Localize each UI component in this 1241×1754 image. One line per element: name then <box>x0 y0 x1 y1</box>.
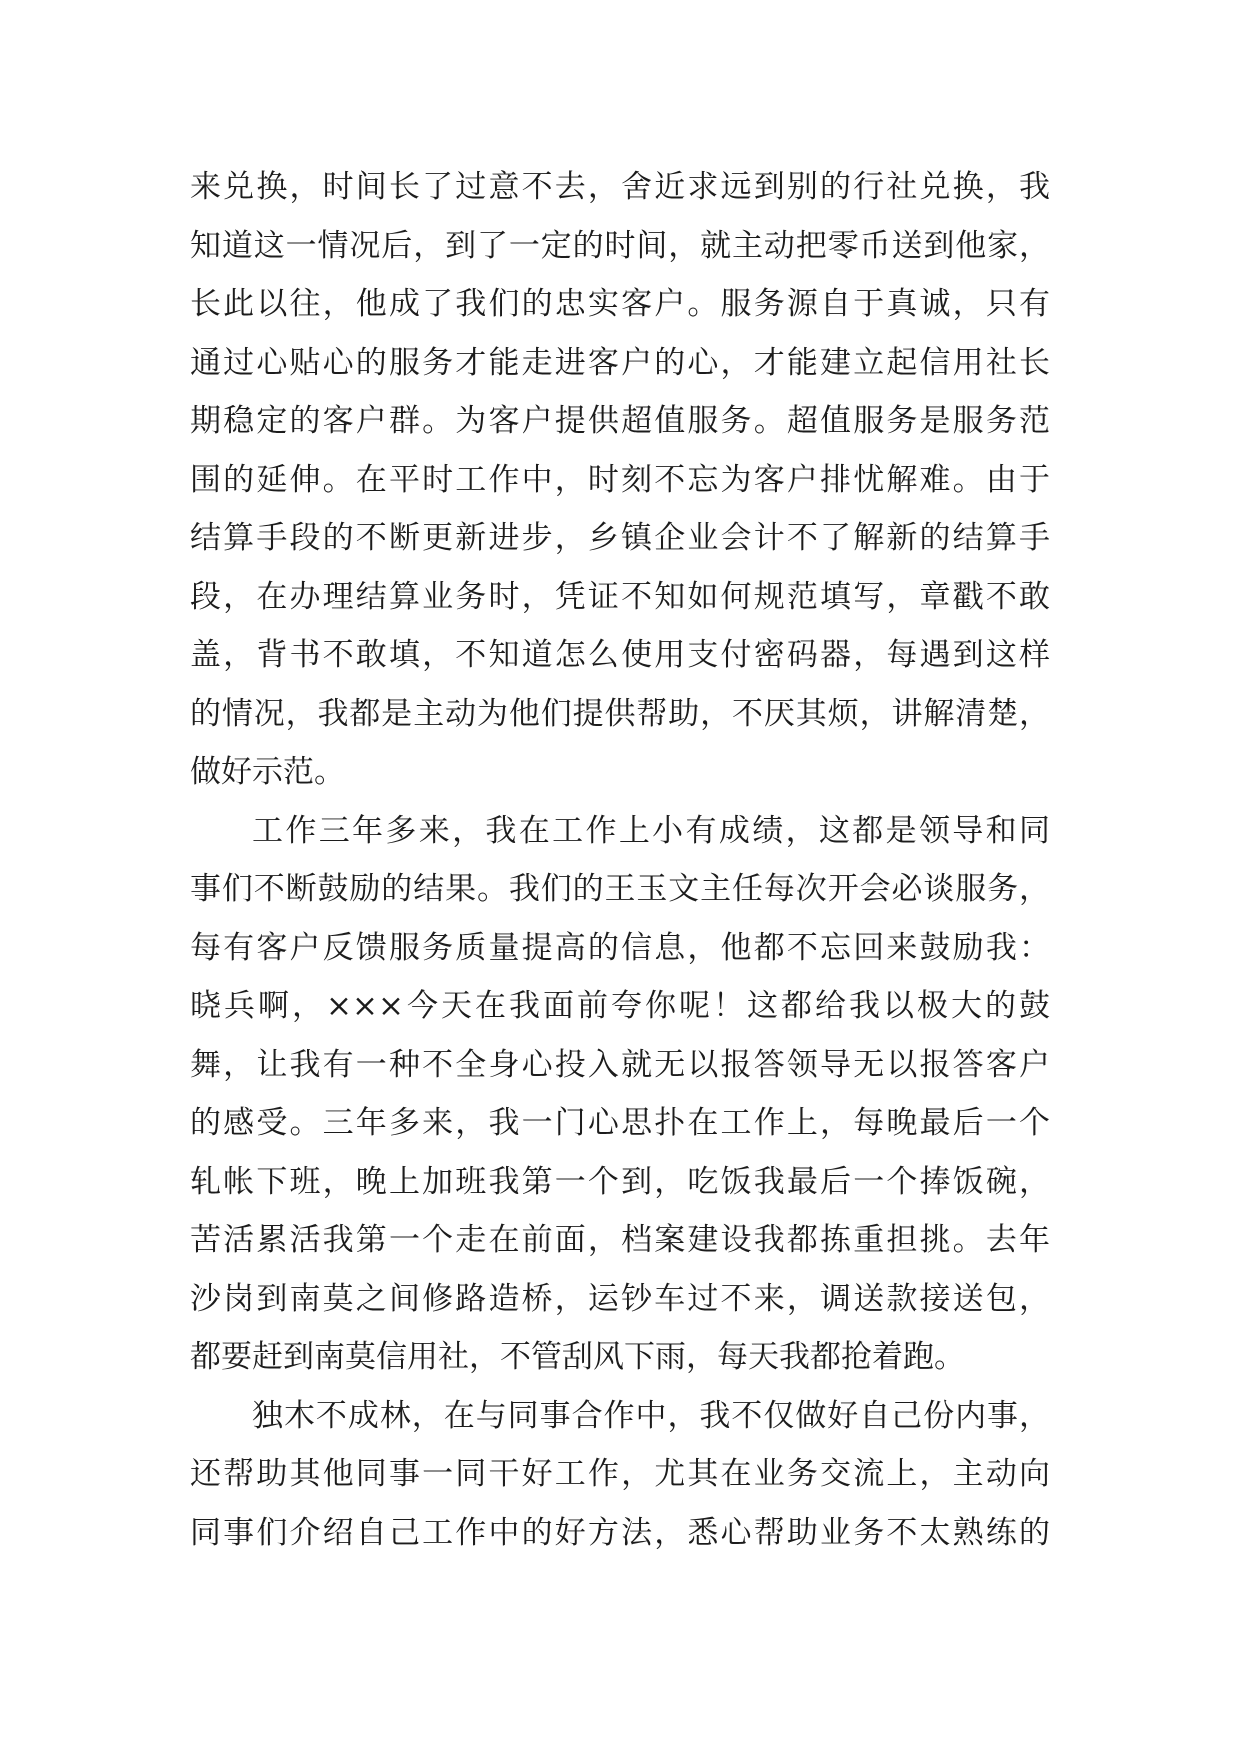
text-line: 来兑换，时间长了过意不去，舍近求远到别的行社兑换，我 <box>190 169 1050 205</box>
text-line: 期稳定的客户群。为客户提供超值服务。超值服务是服务范 <box>190 403 1050 439</box>
text-line: 做好示范。 <box>190 754 345 790</box>
text-line: 通过心贴心的服务才能走进客户的心，才能建立起信用社长 <box>190 344 1050 381</box>
paragraph-first-line: 独木不成林，在与同事合作中，我不仅做好自己份内事， <box>252 1397 1050 1434</box>
paragraph-first-line: 工作三年多来，我在工作上小有成绩，这都是领导和同 <box>252 812 1050 849</box>
text-line: 段，在办理结算业务时，凭证不知如何规范填写，章戳不敢 <box>190 578 1050 615</box>
text-line: 结算手段的不断更新进步，乡镇企业会计不了解新的结算手 <box>190 520 1050 556</box>
text-line: 知道这一情况后，到了一定的时间，就主动把零币送到他家， <box>190 227 1050 264</box>
text-line: 每有客户反馈服务质量提高的信息，他都不忘回来鼓励我： <box>190 929 1050 966</box>
text-line: 盖，背书不敢填，不知道怎么使用支付密码器，每遇到这样 <box>190 637 1050 673</box>
text-line: 长此以往，他成了我们的忠实客户。服务源自于真诚，只有 <box>190 286 1050 322</box>
text-line: 苦活累活我第一个走在前面，档案建设我都拣重担挑。去年 <box>190 1222 1050 1258</box>
text-line: 晓兵啊，×××今天在我面前夸你呢！这都给我以极大的鼓 <box>190 988 1050 1024</box>
body-text <box>190 158 1050 1562</box>
text-line: 轧帐下班，晚上加班我第一个到，吃饭我最后一个捧饭碗， <box>190 1163 1050 1200</box>
text-line: 事们不断鼓励的结果。我们的王玉文主任每次开会必谈服务， <box>190 871 1050 907</box>
text-line: 还帮助其他同事一同干好工作，尤其在业务交流上，主动向 <box>190 1456 1050 1492</box>
text-line: 舞，让我有一种不全身心投入就无以报答领导无以报答客户 <box>190 1046 1050 1083</box>
text-line: 同事们介绍自己工作中的好方法，悉心帮助业务不太熟练的 <box>190 1514 1050 1551</box>
text-line: 的感受。三年多来，我一门心思扑在工作上，每晚最后一个 <box>190 1105 1050 1141</box>
text-line: 沙岗到南莫之间修路造桥，运钞车过不来，调送款接送包， <box>190 1280 1050 1317</box>
text-line: 都要赶到南莫信用社，不管刮风下雨，每天我都抢着跑。 <box>190 1339 965 1375</box>
text-line: 围的延伸。在平时工作中，时刻不忘为客户排忧解难。由于 <box>190 461 1050 498</box>
text-line: 的情况，我都是主动为他们提供帮助，不厌其烦，讲解清楚， <box>190 695 1050 732</box>
